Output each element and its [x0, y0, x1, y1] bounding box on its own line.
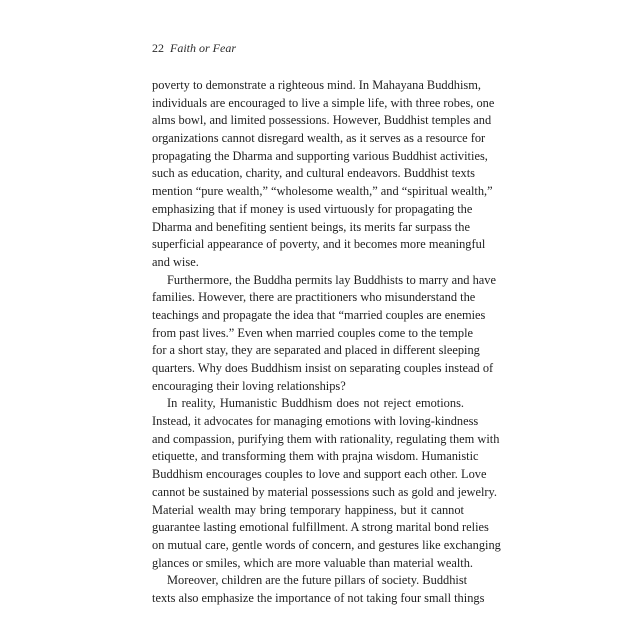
text-line: on mutual care, gentle words of concern, and gestures like exchanging [152, 537, 501, 552]
text-line: teachings and propagate the idea that “married couples are enemies [152, 307, 486, 322]
text-line: encouraging their loving relationships? [152, 378, 346, 393]
text-line: quarters. Why does Buddhism insist on separating couples instead of [152, 361, 494, 375]
text-line: families. However, there are practitioners who misunderstand the [152, 290, 476, 305]
text-line: guarantee lasting emotional fulfillment. A strong marital bond relies [152, 520, 489, 535]
text-line: from past lives.” Even when married couples come to the temple [152, 325, 474, 340]
text-line: alms bowl, and limited possessions. However, Buddhist temples and [152, 113, 492, 128]
page-number: 22 [152, 41, 164, 55]
text-line: for a short stay, they are separated and placed in different sleeping [152, 343, 480, 358]
text-line: individuals are encouraged to live a simple life, with three robes, one [152, 95, 495, 110]
text-line: and wise. [152, 254, 199, 269]
text-line: In reality, Humanistic Buddhism does not reject emotions. [167, 396, 464, 411]
text-line: glances or smiles, which are more valuable than material wealth. [152, 555, 474, 570]
text-line: poverty to demonstrate a righteous mind. In Mahayana Buddhism, [152, 78, 481, 92]
running-title: Faith or Fear [170, 41, 236, 55]
text-line: and compassion, purifying them with rationality, regulating them with [152, 431, 500, 446]
running-header [152, 41, 236, 56]
text-line: etiquette, and transforming them with prajna wisdom. Humanistic [152, 449, 479, 464]
text-line: Furthermore, the Buddha permits lay Buddhists to marry and have [167, 272, 496, 287]
text-line: such as education, charity, and cultural endeavors. Buddhist texts [152, 166, 475, 181]
text-line: Buddhism encourages couples to love and support each other. Love [152, 467, 487, 482]
text-line: Moreover, children are the future pillars of society. Buddhist [167, 573, 468, 588]
body-text [152, 77, 501, 608]
text-line: propagating the Dharma and supporting various Buddhist activities, [152, 148, 488, 163]
text-line: superficial appearance of poverty, and it becomes more meaningful [152, 237, 486, 252]
text-line: emphasizing that if money is used virtuously for propagating the [152, 201, 473, 216]
text-line: Instead, it advocates for managing emotions with loving-kindness [152, 414, 479, 429]
text-line: organizations cannot disregard wealth, as it serves as a resource for [152, 131, 486, 146]
text-line: texts also emphasize the importance of not taking four small things [152, 590, 485, 605]
text-line: Material wealth may bring temporary happiness, but it cannot [152, 502, 464, 517]
text-line: mention “pure wealth,” “wholesome wealth,” and “spiritual wealth,” [152, 184, 493, 199]
text-line: Dharma and benefiting sentient beings, its merits far surpass the [152, 219, 470, 234]
text-line: cannot be sustained by material possessions such as gold and jewelry. [152, 484, 498, 499]
